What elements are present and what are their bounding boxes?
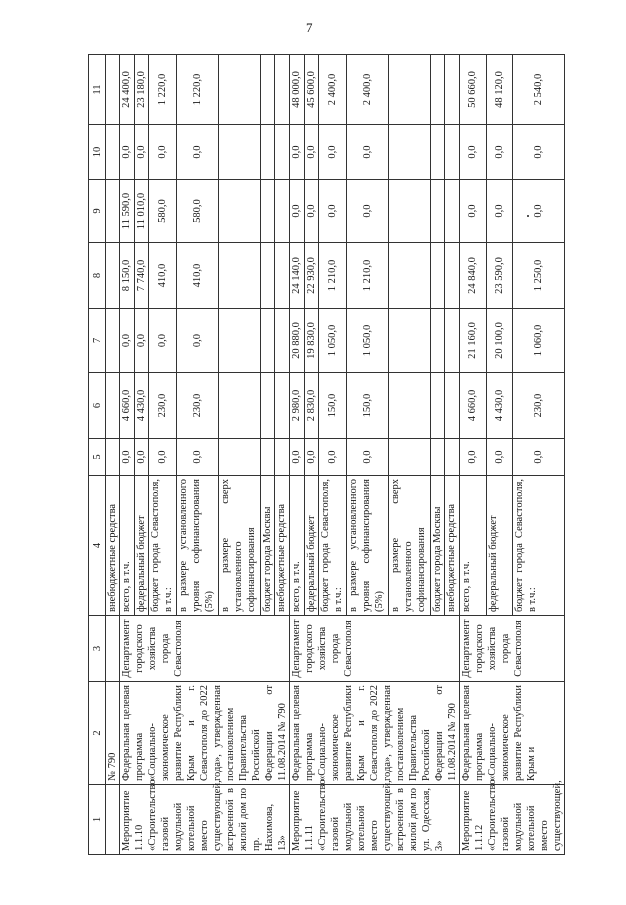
amount-cell [275, 180, 290, 243]
header-col-2: 2 [89, 682, 106, 785]
amount-cell: 0,0 [486, 180, 513, 243]
amount-cell [430, 439, 445, 476]
amount-cell [275, 55, 290, 125]
program-cell: Федеральная целевая программа «Социально-экономическое развитие Республики Крым и г. Севастополя до 2022 года», утвержденная постановлением Правительства Российской Федерации от 11.08.2014 № 790 [120, 682, 290, 785]
amount-cell [389, 125, 431, 180]
amount-cell: 2 400,0 [319, 55, 347, 125]
amount-cell: 1 050,0 [347, 309, 389, 373]
amount-cell [430, 125, 445, 180]
header-col-3: 3 [89, 616, 106, 682]
amount-cell: 8 150,0 [120, 243, 135, 309]
event-name-cell: Мероприятие 1.1.12 «Строительство газовой модульной котельной вместо существующей, [460, 785, 565, 855]
amount-cell [445, 243, 460, 309]
amount-cell [389, 180, 431, 243]
funding-source-cell: бюджет города Москвы [260, 476, 275, 616]
program-cell: Федеральная целевая программа «Социально-экономическое развитие Республики Крым и г. Севастополя до 2022 года», утвержденная постановлением Правительства Российской Федерации от 11.08.2014 № 790 [290, 682, 460, 785]
amount-cell: 0,0 [134, 309, 149, 373]
amount-cell: 580,0 [177, 180, 219, 243]
amount-cell: 23 590,0 [486, 243, 513, 309]
amount-cell: 230,0 [177, 373, 219, 439]
table-row [106, 55, 120, 855]
amount-cell: 0,0 [319, 180, 347, 243]
amount-cell: 1 220,0 [177, 55, 219, 125]
amount-cell [219, 55, 261, 125]
amount-cell [106, 439, 120, 476]
funding-source-cell: внебюджетные средства [275, 476, 290, 616]
executor-cell: Департамент городского хозяйства города Севастополя [290, 616, 460, 682]
funding-source-cell: всего, в т.ч. [290, 476, 305, 616]
header-col-4: 4 [89, 476, 106, 616]
amount-cell [275, 439, 290, 476]
amount-cell: 0,0 [304, 180, 319, 243]
amount-cell: 0,0 [460, 439, 487, 476]
header-col-11: 11 [89, 55, 106, 125]
amount-cell: 22 930,0 [304, 243, 319, 309]
amount-cell [106, 373, 120, 439]
funding-table [88, 54, 565, 855]
amount-cell: 0,0 [134, 439, 149, 476]
amount-cell [275, 243, 290, 309]
table-row [120, 55, 135, 855]
funding-source-cell: в размере установленного уровня софинансирования (5%) [177, 476, 219, 616]
funding-source-cell: всего, в т.ч. [120, 476, 135, 616]
funding-source-cell: бюджет города Севастополя, в т.ч.: [149, 476, 177, 616]
amount-cell: 1 210,0 [319, 243, 347, 309]
amount-cell: 0,0 [120, 309, 135, 373]
amount-cell: 0,0 [347, 439, 389, 476]
amount-cell: 19 830,0 [304, 309, 319, 373]
amount-cell: 0,0 [149, 309, 177, 373]
amount-cell: 580,0 [149, 180, 177, 243]
amount-cell: 24 140,0 [290, 243, 305, 309]
funding-source-cell: в размере сверх установленного софинансирования [389, 476, 431, 616]
amount-cell: 1 050,0 [319, 309, 347, 373]
header-row [89, 55, 106, 855]
amount-cell: 0,0 [460, 180, 487, 243]
funding-source-cell: бюджет города Севастополя, в т.ч.: [513, 476, 565, 616]
amount-cell: 410,0 [149, 243, 177, 309]
amount-cell: 230,0 [513, 373, 565, 439]
amount-cell: 230,0 [149, 373, 177, 439]
header-col-5: 5 [89, 439, 106, 476]
amount-cell [219, 243, 261, 309]
amount-cell [389, 243, 431, 309]
amount-cell [389, 373, 431, 439]
event-name-cell: Мероприятие 1.1.11 «Строительство газовой модульной котельной вместо существующей, встроенной в жилой дом по ул. Одесская, 3» [290, 785, 460, 855]
amount-cell [219, 180, 261, 243]
amount-cell: 0,0 [304, 125, 319, 180]
amount-cell [260, 125, 275, 180]
amount-cell: 0,0 [486, 125, 513, 180]
amount-cell [219, 439, 261, 476]
amount-cell: 20 880,0 [290, 309, 305, 373]
amount-cell: 0,0 [319, 125, 347, 180]
funding-source-cell: бюджет города Москвы [430, 476, 445, 616]
amount-cell: 21 160,0 [460, 309, 487, 373]
amount-cell: 2 400,0 [347, 55, 389, 125]
amount-cell: 0,0 [513, 180, 565, 243]
amount-cell: 1 250,0 [513, 243, 565, 309]
amount-cell: 0,0 [347, 180, 389, 243]
funding-source-cell: федеральный бюджет [304, 476, 319, 616]
amount-cell: 0,0 [290, 180, 305, 243]
amount-cell: 0,0 [347, 125, 389, 180]
amount-cell [275, 309, 290, 373]
amount-cell [389, 439, 431, 476]
amount-cell: 2 980,0 [290, 373, 305, 439]
amount-cell [389, 55, 431, 125]
amount-cell: 0,0 [149, 125, 177, 180]
amount-cell [445, 373, 460, 439]
amount-cell: 0,0 [120, 125, 135, 180]
amount-cell: 48 120,0 [486, 55, 513, 125]
header-col-7: 7 [89, 309, 106, 373]
amount-cell: 0,0 [513, 125, 565, 180]
amount-cell [445, 125, 460, 180]
amount-cell: 0,0 [177, 309, 219, 373]
header-col-10: 10 [89, 125, 106, 180]
executor-cell [106, 616, 120, 682]
table-body [106, 55, 565, 855]
header-col-9: 9 [89, 180, 106, 243]
amount-cell [106, 55, 120, 125]
amount-cell: 48 000,0 [290, 55, 305, 125]
amount-cell [260, 243, 275, 309]
amount-cell: 4 430,0 [486, 373, 513, 439]
amount-cell [389, 309, 431, 373]
amount-cell [106, 125, 120, 180]
amount-cell: 0,0 [177, 125, 219, 180]
event-name-cell [106, 785, 120, 855]
program-cell: № 790 [106, 682, 120, 785]
funding-source-cell: внебюджетные средства [445, 476, 460, 616]
amount-cell: 2 830,0 [304, 373, 319, 439]
amount-cell: 23 180,0 [134, 55, 149, 125]
amount-cell [430, 55, 445, 125]
amount-cell [275, 373, 290, 439]
program-cell: Федеральная целевая программа «Социально-экономическое развитие Республики Крым и [460, 682, 565, 785]
amount-cell: 1 220,0 [149, 55, 177, 125]
amount-cell: 1 210,0 [347, 243, 389, 309]
amount-cell: 0,0 [513, 439, 565, 476]
table-row [290, 55, 305, 855]
funding-source-cell: в размере установленного уровня софинансирования (5%) [347, 476, 389, 616]
amount-cell [260, 373, 275, 439]
funding-source-cell: бюджет города Севастополя, в т.ч.: [319, 476, 347, 616]
amount-cell: 45 600,0 [304, 55, 319, 125]
amount-cell [260, 55, 275, 125]
executor-cell: Департамент городского хозяйства города Севастополя [460, 616, 565, 682]
amount-cell: 0,0 [460, 125, 487, 180]
amount-cell [430, 243, 445, 309]
amount-cell [275, 125, 290, 180]
amount-cell [219, 309, 261, 373]
amount-cell [106, 243, 120, 309]
page-number: 7 [306, 20, 313, 35]
funding-source-cell: федеральный бюджет [486, 476, 513, 616]
header-col-6: 6 [89, 373, 106, 439]
amount-cell [445, 55, 460, 125]
amount-cell [106, 180, 120, 243]
amount-cell [106, 309, 120, 373]
funding-source-cell: в размере сверх установленного софинансирования [219, 476, 261, 616]
amount-cell: 24 840,0 [460, 243, 487, 309]
amount-cell: 50 660,0 [460, 55, 487, 125]
amount-cell: 1 060,0 [513, 309, 565, 373]
funding-source-cell: федеральный бюджет [134, 476, 149, 616]
amount-cell: 0,0 [486, 439, 513, 476]
rotated-table-sheet [88, 55, 563, 855]
amount-cell [445, 439, 460, 476]
amount-cell: 0,0 [304, 439, 319, 476]
amount-cell: 410,0 [177, 243, 219, 309]
amount-cell: 7 740,0 [134, 243, 149, 309]
table-row [460, 55, 487, 855]
amount-cell: 150,0 [347, 373, 389, 439]
amount-cell [430, 309, 445, 373]
amount-cell: 0,0 [134, 125, 149, 180]
amount-cell: 0,0 [290, 439, 305, 476]
amount-cell: 4 430,0 [134, 373, 149, 439]
amount-cell [219, 125, 261, 180]
amount-cell: 0,0 [149, 439, 177, 476]
amount-cell [445, 309, 460, 373]
amount-cell: 4 660,0 [120, 373, 135, 439]
amount-cell [260, 439, 275, 476]
amount-cell: 0,0 [290, 125, 305, 180]
amount-cell: 150,0 [319, 373, 347, 439]
amount-cell [430, 373, 445, 439]
header-col-1: 1 [89, 785, 106, 855]
amount-cell: 0,0 [177, 439, 219, 476]
amount-cell [219, 373, 261, 439]
amount-cell: 4 660,0 [460, 373, 487, 439]
amount-cell: 24 400,0 [120, 55, 135, 125]
amount-cell [260, 180, 275, 243]
amount-cell [260, 309, 275, 373]
amount-cell [445, 180, 460, 243]
event-name-cell: Мероприятие 1.1.10 «Строительство газовой модульной котельной вместо существующей, встроенной в жилой дом по пр. Нахимова, 13» [120, 785, 290, 855]
amount-cell: 2 540,0 [513, 55, 565, 125]
header-col-8: 8 [89, 243, 106, 309]
amount-cell: 11 590,0 [120, 180, 135, 243]
funding-source-cell: всего, в т.ч. [460, 476, 487, 616]
funding-source-cell: внебюджетные средства [106, 476, 120, 616]
amount-cell: 0,0 [319, 439, 347, 476]
amount-cell [430, 180, 445, 243]
amount-cell: 20 100,0 [486, 309, 513, 373]
executor-cell: Департамент городского хозяйства города Севастополя [120, 616, 290, 682]
amount-cell: 0,0 [120, 439, 135, 476]
amount-cell: 11 010,0 [134, 180, 149, 243]
